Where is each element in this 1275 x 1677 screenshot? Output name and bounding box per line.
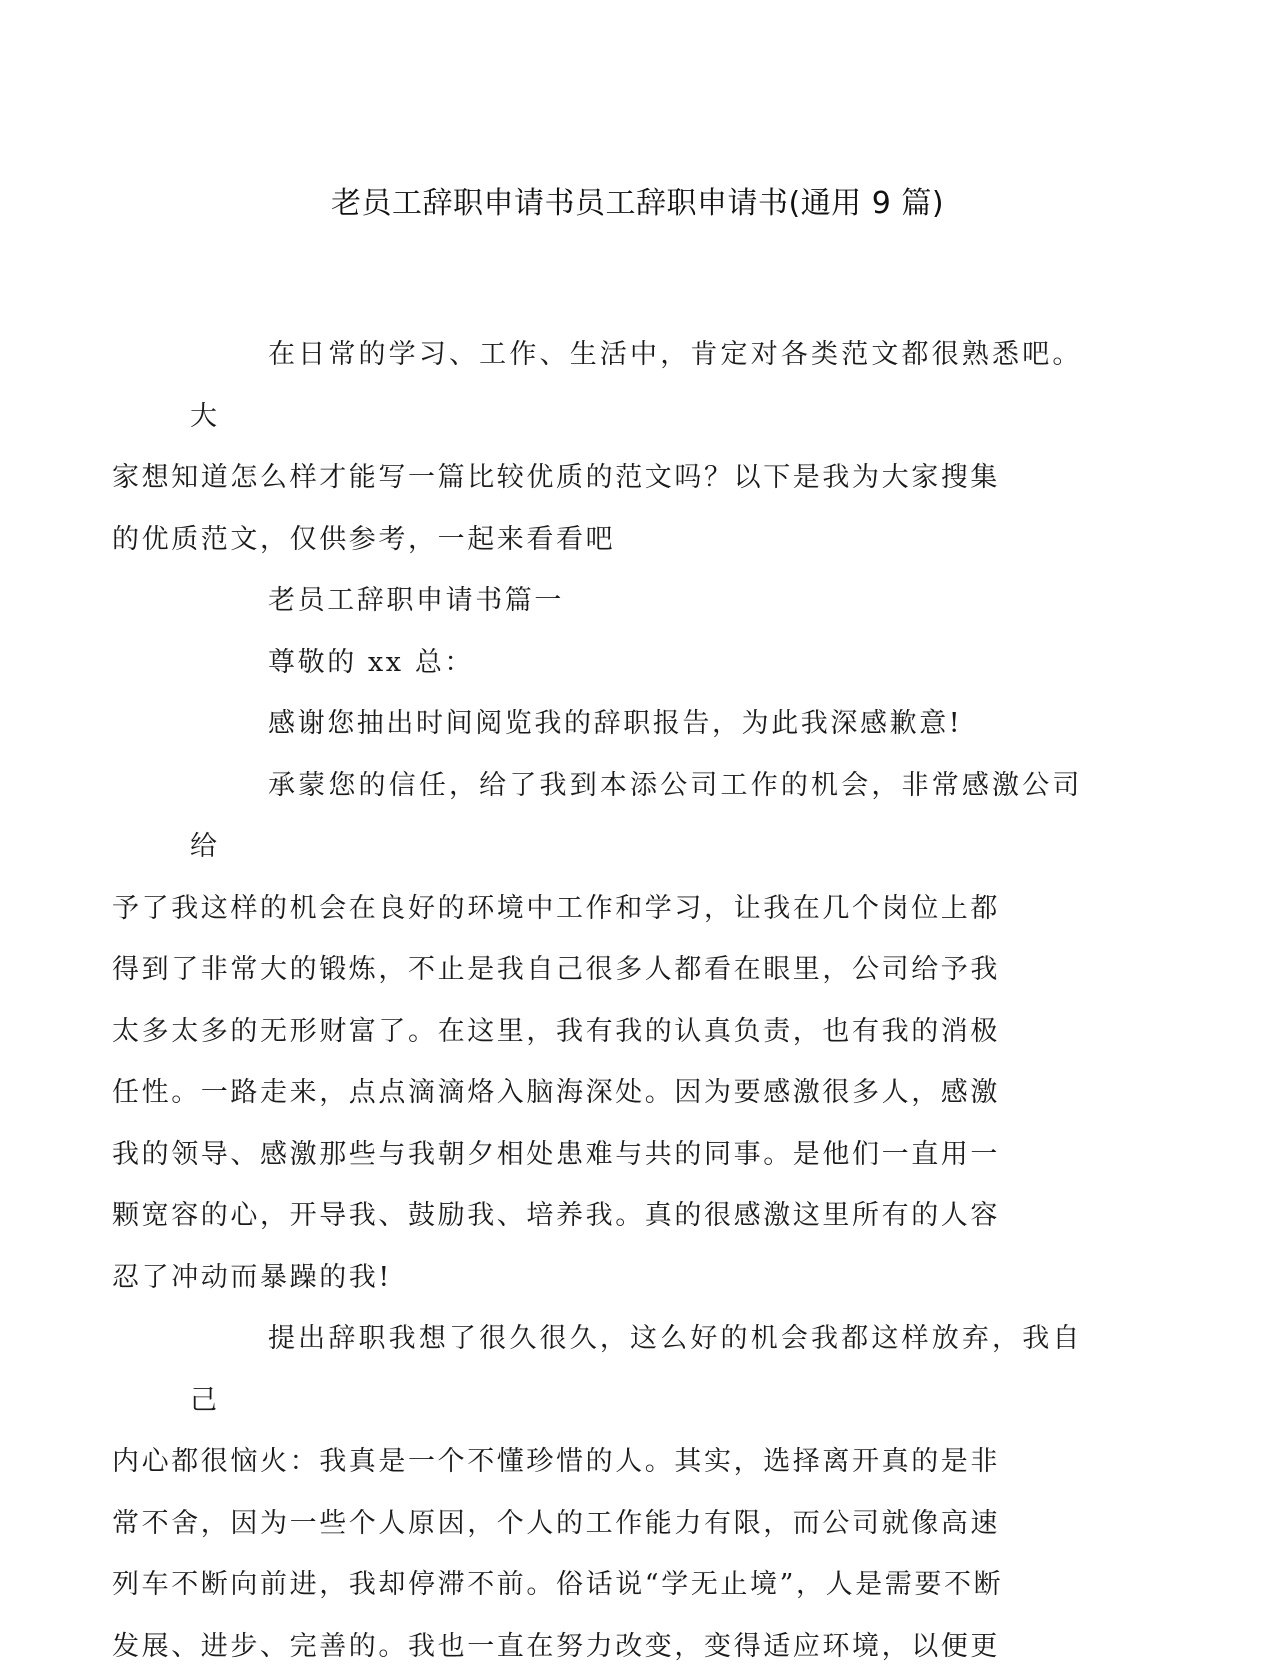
paragraph-thanks bbox=[190, 693, 1082, 755]
paragraph-gratitude bbox=[190, 755, 1082, 1309]
text-line: 内心都很恼火：我真是一个不懂珍惜的人。其实，选择离开真的是非 bbox=[190, 1431, 1082, 1493]
text-line: 我的领导、感激那些与我朝夕相处患难与共的同事。是他们一直用一 bbox=[190, 1124, 1082, 1186]
text-line: 得到了非常大的锻炼，不止是我自己很多人都看在眼里，公司给予我 bbox=[190, 939, 1082, 1001]
text-line: 予了我这样的机会在良好的环境中工作和学习，让我在几个岗位上都 bbox=[190, 878, 1082, 940]
text-line: 列车不断向前进，我却停滞不前。俗话说“学无止境”，人是需要不断 bbox=[190, 1554, 1082, 1616]
salutation bbox=[190, 632, 1082, 694]
text-line: 忍了冲动而暴躁的我! bbox=[190, 1247, 1082, 1309]
text-line: 感谢您抽出时间阅览我的辞职报告，为此我深感歉意! bbox=[190, 693, 1082, 755]
paragraph-reason bbox=[190, 1308, 1082, 1677]
document-body bbox=[190, 324, 1082, 1677]
text-line: 家想知道怎么样才能写一篇比较优质的范文吗？以下是我为大家搜集 bbox=[190, 447, 1082, 509]
text-line: 尊敬的 xx 总： bbox=[190, 632, 1082, 694]
text-line: 提出辞职我想了很久很久，这么好的机会我都这样放弃，我自己 bbox=[190, 1308, 1082, 1431]
document-title: 老员工辞职申请书员工辞职申请书(通用 9 篇) bbox=[0, 182, 1275, 226]
paragraph-intro bbox=[190, 324, 1082, 570]
text-line: 任性。一路走来，点点滴滴烙入脑海深处。因为要感激很多人，感激 bbox=[190, 1062, 1082, 1124]
text-line: 太多太多的无形财富了。在这里，我有我的认真负责，也有我的消极 bbox=[190, 1001, 1082, 1063]
text-line: 承蒙您的信任，给了我到本添公司工作的机会，非常感激公司给 bbox=[190, 755, 1082, 878]
text-line: 常不舍，因为一些个人原因，个人的工作能力有限，而公司就像高速 bbox=[190, 1493, 1082, 1555]
text-line: 老员工辞职申请书篇一 bbox=[190, 570, 1082, 632]
text-line: 在日常的学习、工作、生活中，肯定对各类范文都很熟悉吧。大 bbox=[190, 324, 1082, 447]
text-line: 发展、进步、完善的。我也一直在努力改变，变得适应环境，以便更 bbox=[190, 1616, 1082, 1677]
text-line: 颗宽容的心，开导我、鼓励我、培养我。真的很感激这里所有的人容 bbox=[190, 1185, 1082, 1247]
section-heading bbox=[190, 570, 1082, 632]
text-line: 的优质范文，仅供参考，一起来看看吧 bbox=[190, 509, 1082, 571]
